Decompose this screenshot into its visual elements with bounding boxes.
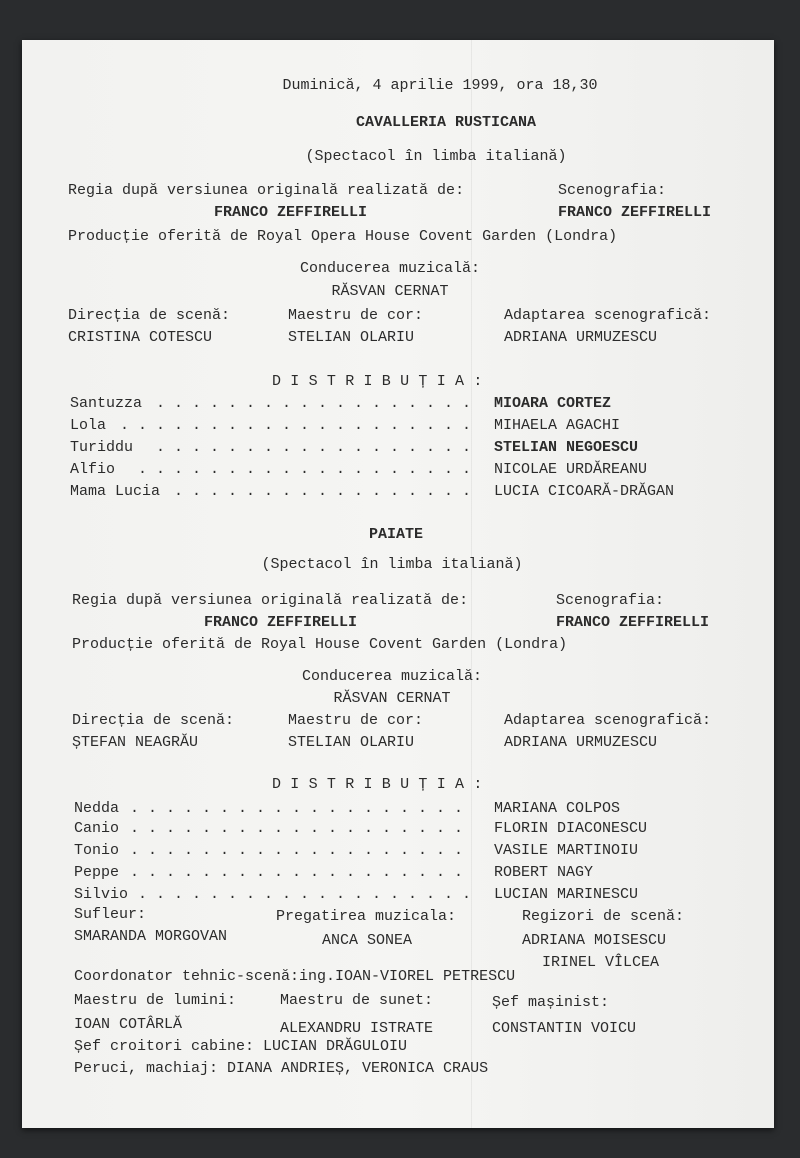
machinist-label: Șef mașinist: <box>492 994 610 1011</box>
show1-cast-role: Alfio <box>70 461 116 478</box>
show2-cast-dots: . . . . . . . . . . . . . . . . . . . <box>130 820 464 837</box>
show1-choir-label: Maestru de cor: <box>288 307 424 324</box>
show1-direction-name: FRANCO ZEFFIRELLI <box>214 204 368 221</box>
program-sheet <box>22 40 774 1128</box>
show1-cast-singer: LUCIA CICOARĂ-DRĂGAN <box>494 483 675 500</box>
show1-choir-name: STELIAN OLARIU <box>288 329 415 346</box>
show2-cast-dots: . . . . . . . . . . . . . . . . . . . <box>138 886 472 903</box>
show2-direction-name: FRANCO ZEFFIRELLI <box>204 614 358 631</box>
show1-cast-singer: NICOLAE URDĂREANU <box>494 461 648 478</box>
sound-label: Maestru de sunet: <box>280 992 434 1009</box>
show1-cast-role: Turiddu <box>70 439 134 456</box>
sound-name: ALEXANDRU ISTRATE <box>280 1020 434 1037</box>
show2-choir-name: STELIAN OLARIU <box>288 734 415 751</box>
date-line: Duminică, 4 aprilie 1999, ora 18,30 <box>282 77 598 94</box>
stage-managers-label: Regizori de scenă: <box>522 908 685 925</box>
show1-cast-role: Mama Lucia <box>70 483 161 500</box>
show1-music-name: RĂSVAN CERNAT <box>331 283 449 300</box>
show1-scenography-name: FRANCO ZEFFIRELLI <box>558 204 712 221</box>
show2-language: (Spectacol în limba italiană) <box>261 556 523 573</box>
show2-cast-role: Nedda <box>74 800 120 817</box>
show2-cast-singer: FLORIN DIACONESCU <box>494 820 648 837</box>
show2-cast-role: Canio <box>74 820 120 837</box>
show1-cast-dots: . . . . . . . . . . . . . . . . . . . <box>138 461 472 478</box>
show2-cast-dots: . . . . . . . . . . . . . . . . . . . <box>130 800 464 817</box>
show2-adaptation-label: Adaptarea scenografică: <box>504 712 712 729</box>
show2-direction-label: Regia după versiunea originală realizată de: <box>72 592 469 609</box>
music-prep-label: Pregatirea muzicala: <box>276 908 457 925</box>
show1-cast-dots: . . . . . . . . . . . . . . . . . . <box>156 395 472 412</box>
show1-cast-dots: . . . . . . . . . . . . . . . . . . . . <box>120 417 472 434</box>
show1-cast-dots: . . . . . . . . . . . . . . . . . <box>174 483 472 500</box>
lighting-name: IOAN COTÂRLĂ <box>74 1016 183 1033</box>
show2-cast-singer: ROBERT NAGY <box>494 864 594 881</box>
show1-production: Producție oferită de Royal Opera House Covent Garden (Londra) <box>68 228 618 245</box>
prompter-label: Sufleur: <box>74 906 147 923</box>
show2-cast-singer: MARIANA COLPOS <box>494 800 621 817</box>
show1-cast-heading: DISTRIBUȚIA: <box>272 373 492 390</box>
show1-language: (Spectacol în limba italiană) <box>305 148 567 165</box>
show2-stage-direction-name: ȘTEFAN NEAGRĂU <box>72 734 199 751</box>
show1-stage-direction-label: Direcția de scenă: <box>68 307 231 324</box>
show1-stage-direction-name: CRISTINA COTESCU <box>68 329 213 346</box>
show2-cast-role: Peppe <box>74 864 120 881</box>
show1-music-label: Conducerea muzicală: <box>299 260 481 277</box>
stage-manager-1: ADRIANA MOISESCU <box>522 932 667 949</box>
technical-coordinator: Coordonator tehnic-scenă:ing.IOAN-VIOREL PETRESCU <box>74 968 516 985</box>
machinist-name: CONSTANTIN VOICU <box>492 1020 637 1037</box>
show1-cast-role: Lola <box>70 417 107 434</box>
show2-title: PAIATE <box>368 526 424 543</box>
show2-music-name: RĂSVAN CERNAT <box>333 690 451 707</box>
show2-adaptation-name: ADRIANA URMUZESCU <box>504 734 658 751</box>
show2-cast-role: Tonio <box>74 842 120 859</box>
paper-fold-line <box>471 40 472 1128</box>
show2-cast-dots: . . . . . . . . . . . . . . . . . . . <box>130 864 464 881</box>
show1-title: CAVALLERIA RUSTICANA <box>355 114 537 131</box>
show2-cast-singer: LUCIAN MARINESCU <box>494 886 639 903</box>
show1-cast-singer: MIHAELA AGACHI <box>494 417 621 434</box>
wigs-makeup: Peruci, machiaj: DIANA ANDRIEȘ, VERONICA CRAUS <box>74 1060 489 1077</box>
show1-cast-role: Santuzza <box>70 395 143 412</box>
show1-cast-singer: MIOARA CORTEZ <box>494 395 612 412</box>
show1-adaptation-label: Adaptarea scenografică: <box>504 307 712 324</box>
music-prep-name: ANCA SONEA <box>322 932 413 949</box>
show2-cast-dots: . . . . . . . . . . . . . . . . . . . <box>130 842 464 859</box>
show2-cast-role: Silvio <box>74 886 129 903</box>
show2-production: Producție oferită de Royal House Covent Garden (Londra) <box>72 636 568 653</box>
show2-music-label: Conducerea muzicală: <box>301 668 483 685</box>
show2-stage-direction-label: Direcția de scenă: <box>72 712 235 729</box>
dressers: Șef croitori cabine: LUCIAN DRĂGULOIU <box>74 1038 408 1055</box>
prompter-name: SMARANDA MORGOVAN <box>74 928 228 945</box>
show1-cast-dots: . . . . . . . . . . . . . . . . . . <box>156 439 472 456</box>
show1-scenography-label: Scenografia: <box>558 182 667 199</box>
show1-adaptation-name: ADRIANA URMUZESCU <box>504 329 658 346</box>
show1-direction-label: Regia după versiunea originală realizată de: <box>68 182 465 199</box>
show2-scenography-label: Scenografia: <box>556 592 665 609</box>
lighting-label: Maestru de lumini: <box>74 992 237 1009</box>
show2-cast-heading: DISTRIBUȚIA: <box>272 776 492 793</box>
stage-manager-2: IRINEL VÎLCEA <box>542 954 660 971</box>
show1-cast-singer: STELIAN NEGOESCU <box>494 439 639 456</box>
show2-choir-label: Maestru de cor: <box>288 712 424 729</box>
show2-scenography-name: FRANCO ZEFFIRELLI <box>556 614 710 631</box>
show2-cast-singer: VASILE MARTINOIU <box>494 842 639 859</box>
